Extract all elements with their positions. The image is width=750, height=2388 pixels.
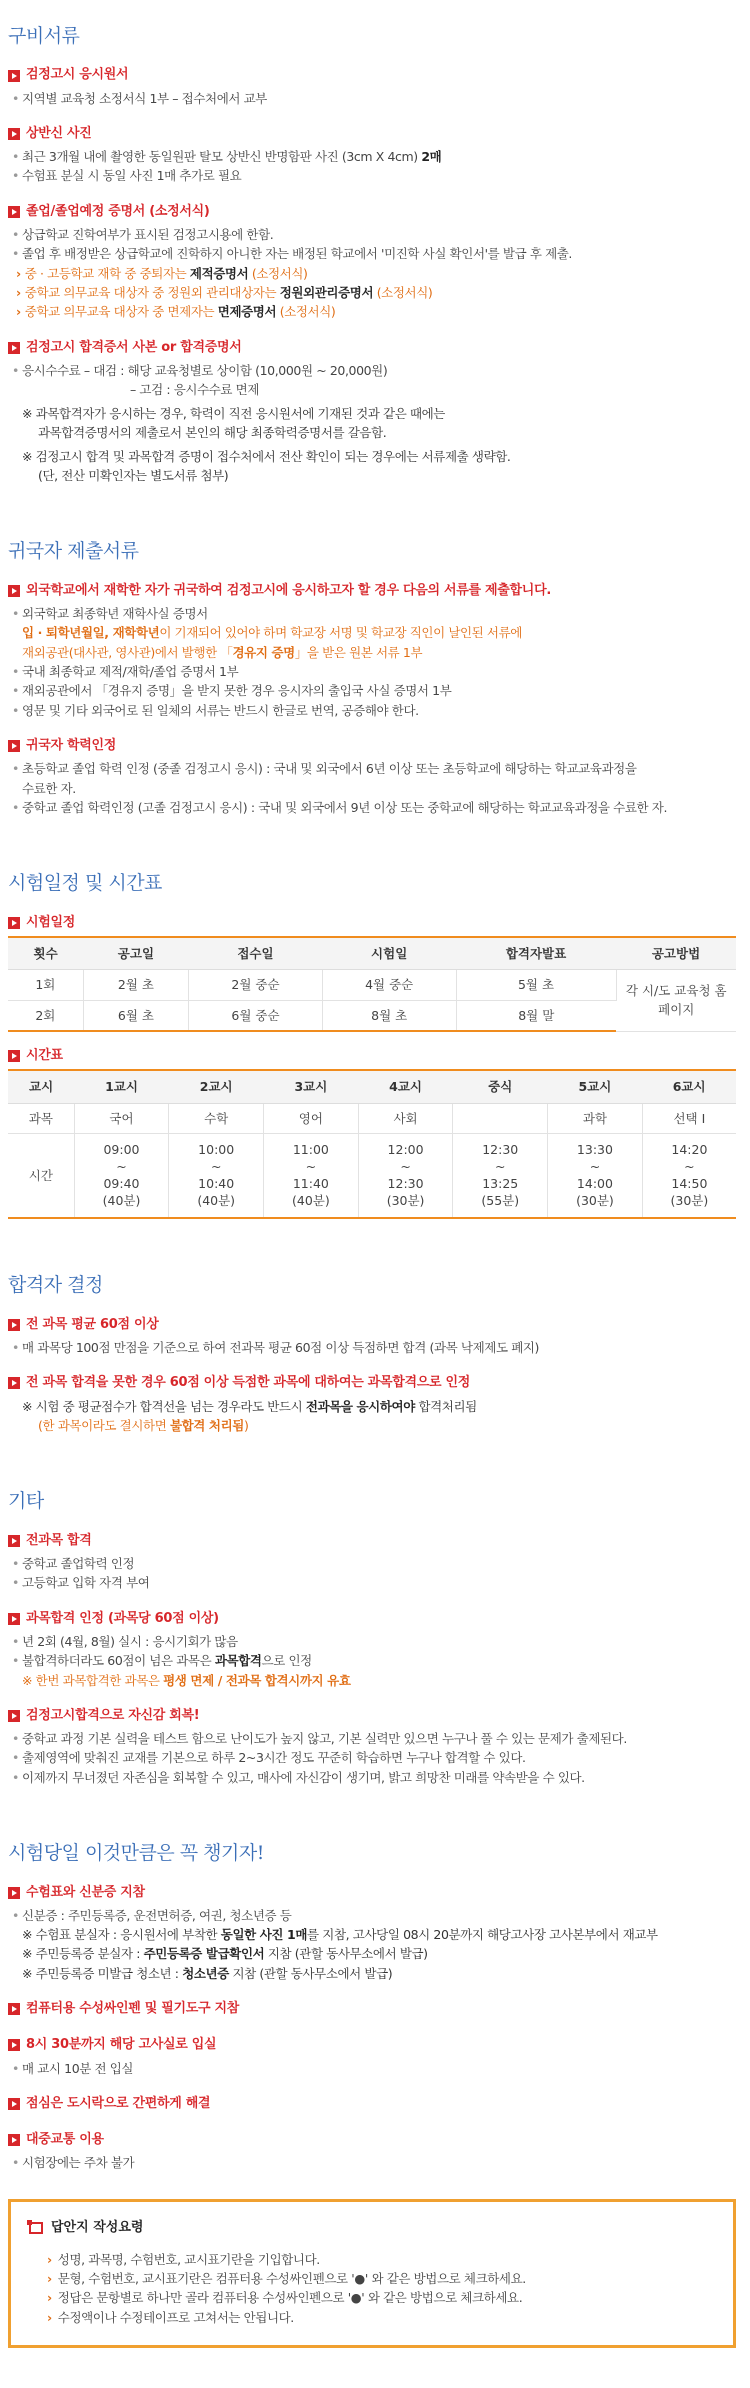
arrow-box-icon xyxy=(8,1535,20,1547)
list-item: • 지역별 교육청 소정서식 1부 – 접수처에서 교부 xyxy=(8,89,736,108)
note xyxy=(8,1944,736,1963)
table-cell: 2월 초 xyxy=(83,970,188,1000)
subheading: 시간표 xyxy=(26,1048,63,1064)
list-item: • 이제까지 무너졌던 자존심을 회복할 수 있고, 매사에 자신감이 생기며, 밝고 희망찬 미래를 약속받을 수 있다. xyxy=(8,1768,736,1787)
table-cell: 사회 xyxy=(358,1103,453,1133)
answer-sheet-guide-box xyxy=(8,2199,736,2349)
subheading: 시험일정 xyxy=(26,914,76,930)
time-start: 14:20 xyxy=(671,1141,708,1157)
arrow-box-icon xyxy=(8,342,20,354)
text: 중학교 의무교육 대상자 중 면제자는 xyxy=(24,304,218,320)
time-start: 13:30 xyxy=(576,1141,613,1157)
duration: (30분) xyxy=(576,1192,614,1208)
text-bold: 경유지 증명 xyxy=(232,644,295,660)
table-cell xyxy=(74,1133,169,1218)
section-title: 시험일정 및 시간표 xyxy=(8,872,162,895)
box-title: 답안지 작성요령 xyxy=(51,2219,144,2235)
table-cell: 4월 중순 xyxy=(322,970,456,1000)
chevron-right-icon: › xyxy=(47,2271,52,2287)
time-sep: ~ xyxy=(589,1158,601,1174)
checklist-section xyxy=(8,1839,736,2172)
text: 불합격하더라도 60점이 넘은 과목은 xyxy=(21,1653,215,1669)
list-item: • 매 과목당 100점 만점을 기준으로 하여 전과목 평균 60점 이상 득점하면 합격 (과목 낙제제도 폐지) xyxy=(8,1338,736,1357)
text-bold: 불합격 처리됨 xyxy=(169,1417,244,1433)
list-item: • 외국학교 최종학년 재학사실 증명서 xyxy=(8,604,736,623)
text-bold: 전과목을 응시하여야 xyxy=(305,1398,415,1414)
table-cell: 8월 말 xyxy=(456,1000,616,1031)
timetable xyxy=(8,1069,736,1219)
text-bold: 정원외관리증명서 xyxy=(279,285,374,301)
duration: (40분) xyxy=(197,1192,236,1208)
text: ) xyxy=(243,1417,249,1433)
subheading: 대중교통 이용 xyxy=(26,2132,104,2148)
duration: (30분) xyxy=(386,1192,425,1208)
table-cell: 수학 xyxy=(169,1103,264,1133)
text-bold: 주민등록증 발급확인서 xyxy=(143,1946,265,1962)
table-row xyxy=(8,1133,736,1218)
subheading: 검정고시합격으로 자신감 회복! xyxy=(26,1707,200,1723)
subheading: 수험표와 신분증 지참 xyxy=(26,1884,145,1900)
time-end: 10:40 xyxy=(198,1175,235,1191)
duration: (40분) xyxy=(102,1192,141,1208)
confidence xyxy=(8,1706,736,1787)
arrow-box-icon xyxy=(8,1710,20,1722)
list-item: • 초등학교 졸업 학력 인정 (중졸 검정고시 응시) : 국내 및 외국에서 6년 이상 또는 초등학교에 해당하는 학교교육과정을 xyxy=(8,759,736,778)
arrow-box-icon xyxy=(8,917,20,929)
etc-section xyxy=(8,1487,736,1787)
arrow-box-icon xyxy=(8,585,20,597)
column-header: 6교시 xyxy=(642,1070,736,1103)
chevron-right-icon: › xyxy=(47,2290,52,2306)
text: ※ 주민등록증 분실자 : xyxy=(22,1946,144,1962)
text-bold: 제적증명서 xyxy=(189,265,249,281)
note: (단, 전산 미확인자는 별도서류 첨부) xyxy=(38,467,229,483)
returnee-docs xyxy=(8,581,736,720)
schedule-section xyxy=(8,869,736,1219)
doc-graduation xyxy=(8,202,736,322)
table-row xyxy=(8,1103,736,1133)
table-cell: 5월 초 xyxy=(456,970,616,1000)
subheading: 전 과목 합격을 못한 경우 60점 이상 득점한 과목에 대하여는 과목합격으로 인정 xyxy=(26,1375,470,1391)
list-item: • 국내 최종학교 제적/재학/졸업 증명서 1부 xyxy=(8,662,736,681)
time-sep: ~ xyxy=(684,1158,695,1174)
list-item xyxy=(8,643,736,662)
chevron-right-icon: › xyxy=(16,265,21,281)
text: 수정액이나 수정테이프로 고쳐서는 안됩니다. xyxy=(57,2309,294,2325)
time-end: 11:40 xyxy=(292,1175,329,1191)
arrow-box-icon xyxy=(8,1613,20,1625)
pen-check xyxy=(8,1999,736,2019)
note xyxy=(8,1397,736,1416)
text: ※ 한번 과목합격한 과목은 xyxy=(22,1672,164,1688)
text: (소정서식) xyxy=(373,285,433,301)
text: 를 지참, 고사당일 08시 20분까지 해당고사장 고사본부에서 재교부 xyxy=(307,1927,658,1943)
subheading: 컴퓨터용 수성싸인펜 및 필기도구 지참 xyxy=(26,2001,240,2017)
duration: (55분) xyxy=(481,1192,520,1208)
table-cell: 6월 초 xyxy=(83,1000,188,1031)
text-bold: 청소년증 xyxy=(182,1965,229,1981)
column-header: 횟수 xyxy=(8,937,83,970)
column-header: 5교시 xyxy=(548,1070,643,1103)
table-cell: 6월 중순 xyxy=(189,1000,323,1031)
arrow-box-icon xyxy=(8,2098,20,2110)
column-header: 시험일 xyxy=(322,937,456,970)
text: (한 과목이라도 결시하면 xyxy=(38,1417,170,1433)
subheading: 상반신 사진 xyxy=(26,125,92,141)
id-check xyxy=(8,1883,736,1984)
pass-criteria xyxy=(8,1315,736,1358)
chevron-right-icon: › xyxy=(16,285,21,301)
column-header: 교시 xyxy=(8,1070,74,1103)
text-bold: 입 · 퇴학년월일, 재학학년 xyxy=(22,625,160,641)
text: 성명, 과목명, 수험번호, 교시표기란을 기입합니다. xyxy=(57,2251,320,2267)
list-item: • 중학교 졸업학력 인정 xyxy=(8,1554,736,1573)
table-cell xyxy=(642,1133,736,1218)
table-cell: 2회 xyxy=(8,1000,83,1031)
text: 지참 (관할 동사무소에서 발급) xyxy=(264,1946,428,1962)
table-cell xyxy=(358,1133,453,1218)
time-end: 12:30 xyxy=(387,1175,424,1191)
row-header: 과목 xyxy=(8,1103,74,1133)
arrow-box-icon xyxy=(8,128,20,140)
subject-pass-recognition xyxy=(8,1609,736,1690)
exam-schedule-table xyxy=(8,936,736,1032)
table-cell: 8월 초 xyxy=(322,1000,456,1031)
time-start: 10:00 xyxy=(198,1141,235,1157)
column-header: 공고방법 xyxy=(616,937,736,970)
duration: (40분) xyxy=(292,1192,330,1208)
list-item: • 년 2회 (4월, 8월) 실시 : 응시기회가 많음 xyxy=(8,1632,736,1651)
pass-section xyxy=(8,1271,736,1435)
subheading: 전 과목 평균 60점 이상 xyxy=(26,1316,159,1332)
column-header: 중식 xyxy=(453,1070,548,1103)
text-bold: 과목합격 xyxy=(214,1653,262,1669)
section-title: 합격자 결정 xyxy=(8,1274,103,1297)
doc-certificate xyxy=(8,338,736,485)
chevron-right-icon: › xyxy=(47,2309,52,2325)
arrow-box-icon xyxy=(8,1050,20,1062)
returnee-recognition xyxy=(8,736,736,817)
text: 정답은 문항별로 하나만 골라 컴퓨터용 수성싸인펜으로 '●' 와 같은 방법으로 체크하세요. xyxy=(57,2290,523,2306)
list-item xyxy=(8,147,736,166)
chevron-item xyxy=(8,264,736,283)
subheading: 8시 30분까지 해당 고사실로 입실 xyxy=(26,2037,217,2053)
doc-photo xyxy=(8,124,736,186)
text: 재외공관(대사관, 영사관)에서 발행한 「 xyxy=(22,644,233,660)
time-end: 13:25 xyxy=(482,1175,519,1191)
column-header: 공고일 xyxy=(83,937,188,970)
column-header: 2교시 xyxy=(169,1070,264,1103)
table-cell: 1회 xyxy=(8,970,83,1000)
subheading: 외국학교에서 재학한 자가 귀국하여 검정고시에 응시하고자 할 경우 다음의 서류를 제출합니다. xyxy=(26,582,551,598)
note: ※ 과목합격자가 응시하는 경우, 학력이 직전 응시원서에 기재된 것과 같은 때에는 xyxy=(22,405,445,421)
chevron-right-icon: › xyxy=(47,2251,52,2267)
time-end: 14:00 xyxy=(576,1175,613,1191)
column-header: 합격자발표 xyxy=(456,937,616,970)
column-header: 접수일 xyxy=(189,937,323,970)
time-sep: ~ xyxy=(210,1158,222,1174)
chevron-item xyxy=(8,302,736,321)
guide-item xyxy=(29,2269,715,2288)
text-bold: 2매 xyxy=(421,149,442,165)
note xyxy=(8,1964,736,1983)
time-start: 12:30 xyxy=(482,1141,519,1157)
time-start: 11:00 xyxy=(292,1141,329,1157)
list-item: 수료한 자. xyxy=(22,780,76,796)
column-header: 3교시 xyxy=(264,1070,359,1103)
time-sep: ~ xyxy=(116,1158,127,1174)
subject-pass xyxy=(8,1373,736,1435)
text-bold: 면제증명서 xyxy=(217,304,277,320)
list-item: • 시험장에는 주차 불가 xyxy=(8,2153,736,2172)
list-item xyxy=(8,1651,736,1670)
text: 지참 (관할 동사무소에서 발급) xyxy=(228,1965,393,1981)
returnee-section xyxy=(8,537,736,817)
text: 으로 인정 xyxy=(261,1653,312,1669)
column-header: 1교시 xyxy=(74,1070,169,1103)
text: (소정서식) xyxy=(248,265,308,281)
text: 중 · 고등학교 재학 중 중퇴자는 xyxy=(24,265,190,281)
arrow-box-icon xyxy=(8,1377,20,1389)
note xyxy=(8,1416,736,1435)
text: 중학교 의무교육 대상자 중 정원외 관리대상자는 xyxy=(24,285,280,301)
text: ※ 주민등록증 미발급 청소년 : xyxy=(22,1965,183,1981)
note xyxy=(8,1671,736,1690)
all-pass xyxy=(8,1531,736,1593)
table-cell: 각 시/도 교육청 홈페이지 xyxy=(616,970,736,1031)
time-start: 09:00 xyxy=(103,1141,140,1157)
list-item: • 중학교 졸업 학력인정 (고졸 검정고시 응시) : 국내 및 외국에서 9년 이상 또는 중학교에 해당하는 학교교육과정을 수료한 자. xyxy=(8,798,736,817)
text: 이 기재되어 있어야 하며 학교장 서명 및 학교장 직인이 날인된 서류에 xyxy=(159,625,522,641)
arrow-box-icon xyxy=(8,70,20,82)
table-cell: 2월 중순 xyxy=(189,970,323,1000)
lunch xyxy=(8,2094,736,2114)
table-cell xyxy=(548,1133,643,1218)
subheading: 점심은 도시락으로 간편하게 해결 xyxy=(26,2095,211,2111)
subheading: 과목합격 인정 (과목당 60점 이상) xyxy=(26,1610,219,1626)
docs-section xyxy=(8,22,736,485)
text: 」을 받은 원본 서류 1부 xyxy=(294,644,423,660)
text-bold: 평생 면제 / 전과목 합격시까지 유효 xyxy=(163,1672,351,1688)
doc-application xyxy=(8,65,736,108)
section-title: 구비서류 xyxy=(8,25,80,47)
guide-item xyxy=(29,2250,715,2269)
list-item: • 상급학교 진학여부가 표시된 검정고시용에 한함. xyxy=(8,225,736,244)
table-cell xyxy=(453,1103,548,1133)
list-item: • 응시수수료 – 대검 : 해당 교육청별로 상이함 (10,000원 ~ 20,000원) xyxy=(8,361,736,380)
subheading: 귀국자 학력인정 xyxy=(26,738,117,754)
table-cell xyxy=(264,1133,359,1218)
list-item: • 영문 및 기타 외국어로 된 일체의 서류는 반드시 한글로 번역, 공증해야 한다. xyxy=(8,701,736,720)
table-cell xyxy=(169,1133,264,1218)
entry-time xyxy=(8,2035,736,2078)
table-cell: 국어 xyxy=(74,1103,169,1133)
time-end: 14:50 xyxy=(671,1175,708,1191)
subheading: 검정고시 응시원서 xyxy=(26,67,129,83)
list-item: • 재외공관에서 「경유지 증명」을 받지 못한 경우 응시자의 출입국 사실 증명서 1부 xyxy=(8,681,736,700)
section-title: 시험당일 이것만큼은 꼭 챙기자! xyxy=(8,1842,264,1865)
list-item: – 고검 : 응시수수료 면제 xyxy=(130,382,260,398)
list-item: • 졸업 후 배정받은 상급학교에 진학하지 아니한 자는 배정된 학교에서 '미진학 사실 확인서'를 발급 후 제출. xyxy=(8,244,736,263)
subheading: 검정고시 합격증서 사본 or 합격증명서 xyxy=(26,339,242,355)
guide-item xyxy=(29,2308,715,2327)
row-header: 시간 xyxy=(8,1133,74,1218)
time-end: 09:40 xyxy=(103,1175,140,1191)
note xyxy=(8,1925,736,1944)
time-sep: ~ xyxy=(400,1158,411,1174)
subheading: 졸업/졸업예정 증명서 (소정서식) xyxy=(26,203,210,219)
text: (소정서식) xyxy=(276,304,336,320)
arrow-box-icon xyxy=(8,2003,20,2015)
arrow-box-icon xyxy=(8,740,20,752)
time-sep: ~ xyxy=(305,1158,317,1174)
duration: (30분) xyxy=(670,1192,709,1208)
column-header: 4교시 xyxy=(358,1070,453,1103)
text: ※ 시험 중 평균점수가 합격선을 넘는 경우라도 반드시 xyxy=(22,1398,306,1414)
time-start: 12:00 xyxy=(387,1141,424,1157)
subheading: 전과목 합격 xyxy=(26,1532,92,1548)
note-icon xyxy=(29,2222,43,2234)
text: 최근 3개월 내에 촬영한 동일원판 탈모 상반신 반명함판 사진 (3cm X 4cm) xyxy=(21,149,422,165)
table-cell: 선택 I xyxy=(642,1103,736,1133)
text: 합격처리됨 xyxy=(414,1398,477,1414)
table-cell: 과학 xyxy=(548,1103,643,1133)
table-cell: 영어 xyxy=(264,1103,359,1133)
chevron-item xyxy=(8,283,736,302)
section-title: 귀국자 제출서류 xyxy=(8,540,139,563)
transport xyxy=(8,2130,736,2173)
arrow-box-icon xyxy=(8,1319,20,1331)
table-cell xyxy=(453,1133,548,1218)
list-item: • 신분증 : 주민등록증, 운전면허증, 여권, 청소년증 등 xyxy=(8,1906,736,1925)
text: ※ 수험표 분실자 : 응시원서에 부착한 xyxy=(22,1927,221,1943)
guide-item xyxy=(29,2288,715,2307)
note: ※ 검정고시 합격 및 과목합격 증명이 접수처에서 전산 확인이 되는 경우에는 서류제출 생략함. xyxy=(22,448,511,464)
table-row xyxy=(8,970,736,1000)
list-item xyxy=(8,623,736,642)
list-item: • 중학교 과정 기본 실력을 테스트 함으로 난이도가 높지 않고, 기본 실력만 있으면 누구나 풀 수 있는 문제가 출제된다. xyxy=(8,1729,736,1748)
list-item: • 매 교시 10분 전 입실 xyxy=(8,2059,736,2078)
time-sep: ~ xyxy=(495,1158,506,1174)
arrow-box-icon xyxy=(8,1887,20,1899)
list-item: • 출제영역에 맞춰진 교재를 기본으로 하루 2~3시간 정도 꾸준히 학습하면 누구나 합격할 수 있다. xyxy=(8,1748,736,1767)
text-bold: 동일한 사진 1매 xyxy=(220,1927,308,1943)
note: 과목합격증명서의 제출로서 본인의 해당 최종학력증명서를 갈음함. xyxy=(38,425,387,441)
text: 문형, 수험번호, 교시표기란은 컴퓨터용 수성싸인펜으로 '●' 와 같은 방법으로 체크하세요. xyxy=(57,2271,526,2287)
list-item: • 수험표 분실 시 동일 사진 1매 추가로 필요 xyxy=(8,166,736,185)
arrow-box-icon xyxy=(8,2134,20,2146)
section-title: 기타 xyxy=(8,1490,44,1513)
arrow-box-icon xyxy=(8,206,20,218)
chevron-right-icon: › xyxy=(16,304,21,320)
arrow-box-icon xyxy=(8,2039,20,2051)
list-item: • 고등학교 입학 자격 부여 xyxy=(8,1573,736,1592)
